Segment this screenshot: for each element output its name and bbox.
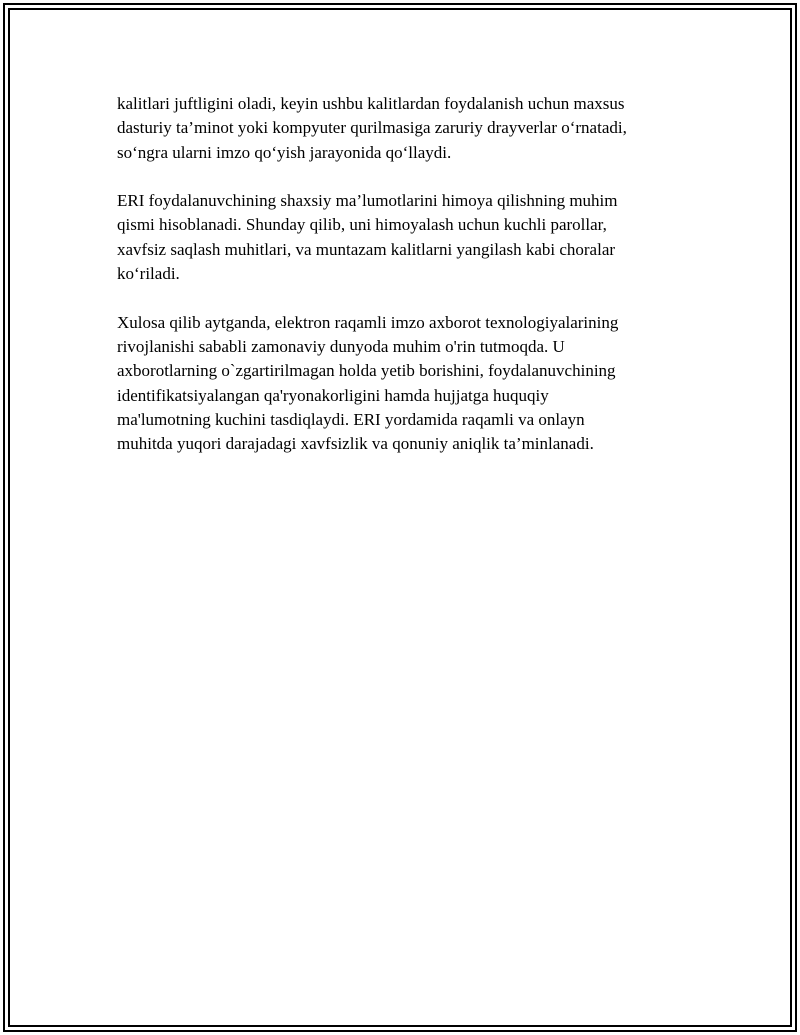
text-line: kalitlari juftligini oladi, keyin ushbu kalitlardan foydalanish uchun maxsus <box>117 94 625 113</box>
text-line: axborotlarning o`zgartirilmagan holda yetib borishini, foydalanuvchining <box>117 361 616 381</box>
paragraph-3 <box>117 311 697 457</box>
text-line: ko‘riladi. <box>117 264 180 284</box>
text-line: Xulosa qilib aytganda, elektron raqamli imzo axborot texnologiyalarining <box>117 312 619 332</box>
text-line: xavfsiz saqlash muhitlari, va muntazam kalitlarni yangilash kabi choralar <box>117 239 616 259</box>
text-line: muhitda yuqori darajadagi xavfsizlik va qonuniy aniqlik ta’minlanadi. <box>117 434 594 454</box>
text-line: ERI foydalanuvchining shaxsiy ma’lumotlarini himoya qilishning muhim <box>117 191 618 211</box>
text-line: dasturiy ta’minot yoki kompyuter qurilmasiga zaruriy drayverlar o‘rnatadi, <box>117 118 627 138</box>
paragraph-1 <box>117 92 697 165</box>
text-line: ma'lumotning kuchini tasdiqlaydi. ERI yordamida raqamli va onlayn <box>117 409 585 429</box>
text-line: qismi hisoblanadi. Shunday qilib, uni himoyalash uchun kuchli parollar, <box>117 215 607 235</box>
document-body <box>117 92 697 456</box>
text-line: identifikatsiyalangan qa'ryonakorligini hamda hujjatga huquqiy <box>117 385 549 405</box>
paragraph-2 <box>117 189 697 286</box>
text-line: rivojlanishi sababli zamonaviy dunyoda muhim o'rin tutmoqda. U <box>117 336 565 356</box>
text-line: so‘ngra ularni imzo qo‘yish jarayonida qo‘llaydi. <box>117 142 452 162</box>
